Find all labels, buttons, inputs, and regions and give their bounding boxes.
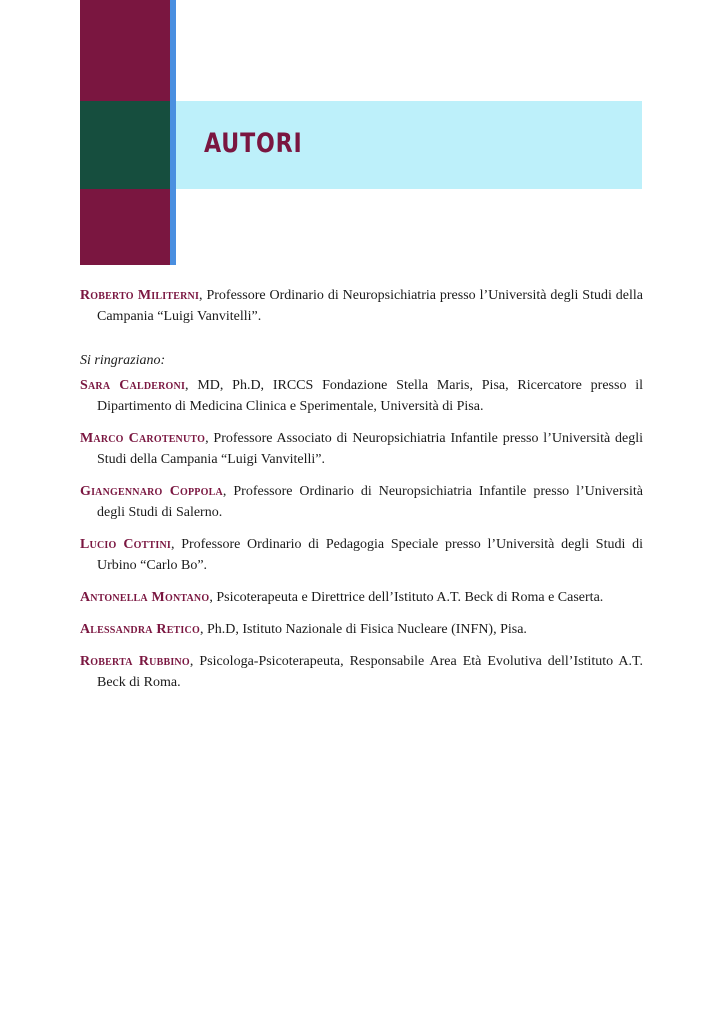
contributor-description: , Psicoterapeuta e Direttrice dell’Istituto A.T. Beck di Roma e Caserta. bbox=[209, 590, 604, 605]
authors-section bbox=[80, 285, 643, 704]
contributor-name: Giangennaro Coppola bbox=[80, 484, 223, 499]
contributor-description: , MD, Ph.D, IRCCS Fondazione Stella Maris, Pisa, Ricercatore presso il Dipartimento di Medicina Clinica e Sperimentale, Università di Pisa. bbox=[97, 378, 643, 414]
contributor-entry bbox=[80, 481, 643, 523]
contributor-entry bbox=[80, 587, 643, 608]
contributor-name: Marco Carotenuto bbox=[80, 431, 206, 446]
contributor-name: Antonella Montano bbox=[80, 590, 210, 605]
header-block-middle bbox=[80, 101, 170, 189]
header-block-top bbox=[80, 0, 170, 101]
contributor-name: Lucio Cottini bbox=[80, 537, 172, 552]
contributor-name: Sara Calderoni bbox=[80, 378, 186, 393]
contributor-description: , Professore Ordinario di Neuropsichiatria Infantile presso l’Università degli Studi di Salerno. bbox=[97, 484, 643, 520]
author-name: Roberto Militerni bbox=[80, 288, 200, 303]
contributor-name: Roberta Rubbino bbox=[80, 654, 190, 669]
page-title: AUTORI bbox=[204, 128, 303, 159]
contributor-entry bbox=[80, 619, 643, 640]
contributor-entry bbox=[80, 428, 643, 470]
header-block-bottom bbox=[80, 189, 170, 265]
contributor-description: , Ph.D, Istituto Nazionale di Fisica Nucleare (INFN), Pisa. bbox=[199, 622, 527, 637]
thanks-label: Si ringraziano: bbox=[80, 353, 166, 368]
contributor-name: Alessandra Retico bbox=[80, 622, 200, 637]
author-entry bbox=[80, 285, 643, 327]
contributor-entry bbox=[80, 651, 643, 693]
contributor-description: , Psicologa-Psicoterapeuta, Responsabile Area Età Evolutiva dell’Istituto A.T. Beck di Roma. bbox=[97, 654, 643, 690]
author-description: , Professore Ordinario di Neuropsichiatria presso l’Università degli Studi della Campania “Luigi Vanvitelli”. bbox=[97, 288, 644, 324]
contributor-description: , Professore Ordinario di Pedagogia Speciale presso l’Università degli Studi di Urbino “Carlo Bo”. bbox=[97, 537, 643, 573]
contributor-entry bbox=[80, 375, 643, 417]
contributor-entry bbox=[80, 534, 643, 576]
contributor-description: , Professore Associato di Neuropsichiatria Infantile presso l’Università degli Studi della Campania “Luigi Vanvitelli”. bbox=[97, 431, 643, 467]
